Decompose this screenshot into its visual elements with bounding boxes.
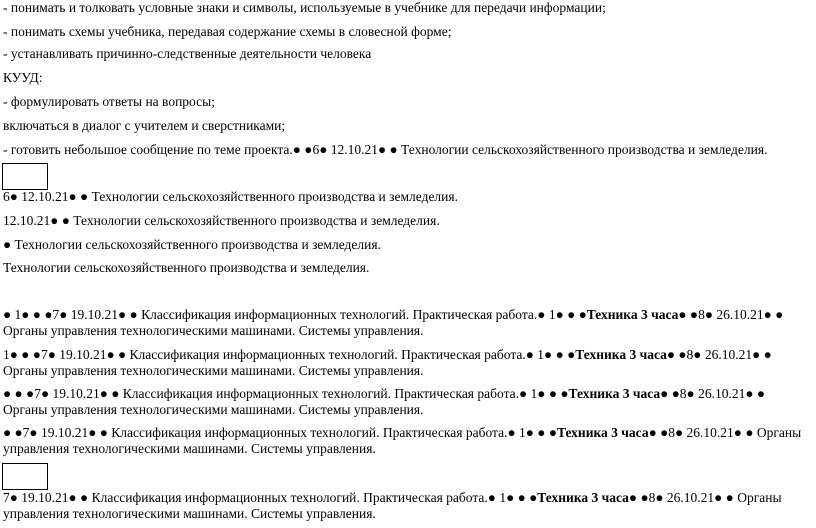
schedule-block [3,386,803,418]
block-bold-text: Техника 3 часа [537,490,629,505]
schedule-block [3,347,803,379]
empty-table-cell [2,463,48,490]
block-text: ● ●8● 26.10.21● ● Органы управления технологическими машинами. Системы управления. [3,386,766,417]
text-line: 12.10.21● ● Технологии сельскохозяйственного производства и земледелия. [3,213,440,228]
schedule-block [3,307,803,339]
text-line: включаться в диалог с учителем и сверстниками; [3,118,286,133]
block-text: ● ●8● 26.10.21● ● Органы управления технологическими машинами. Системы управления. [3,490,782,521]
text-line: - понимать схемы учебника, передавая содержание схемы в словесной форме; [3,24,452,39]
text-line: - формулировать ответы на вопросы; [3,94,215,109]
block-text: ● ● ●7● 19.10.21● ● Классификация информационных технологий. Практическая работа.● 1● ● ● [3,386,569,401]
block-text: 7● 19.10.21● ● Классификация информационных технологий. Практическая работа.● 1● ● ● [3,490,538,505]
block-bold-text: Техника 3 часа [568,386,661,401]
block-bold-text: Техника 3 часа [556,425,649,440]
block-text: ● 1● ● ●7● 19.10.21● ● Классификация информационных технологий. Практическая работа.● 1● ● ● [3,307,587,322]
block-bold-text: Техника 3 часа [575,347,667,362]
text-line: - устанавливать причинно-следственные деятельности человека [3,46,372,61]
empty-table-cell [2,163,48,190]
section-heading: КУУД: [3,70,43,85]
block-text: ● ●8● 26.10.21● ● Органы управления технологическими машинами. Системы управления. [3,347,772,378]
block-text: ● ●7● 19.10.21● ● Классификация информационных технологий. Практическая работа.● 1● ● ● [3,425,557,440]
text-line: Технологии сельскохозяйственного производства и земледелия. [3,260,370,275]
text-line: - готовить небольшое сообщение по теме проекта.● ●6● 12.10.21● ● Технологии сельскохозяйственного производства и земледелия. [3,142,768,157]
block-text: 1● ● ●7● 19.10.21● ● Классификация информационных технологий. Практическая работа.● 1● ● ● [3,347,576,362]
block-text: ● ●8● 26.10.21● ● Органы управления технологическими машинами. Системы управления. [3,307,784,338]
text-line: 6● 12.10.21● ● Технологии сельскохозяйственного производства и земледелия. [3,189,458,204]
schedule-block [3,490,803,522]
block-bold-text: Техника 3 часа [586,307,679,322]
text-line: ● Технологии сельскохозяйственного производства и земледелия. [3,237,381,252]
text-line: - понимать и толковать условные знаки и символы, используемые в учебнике для передачи информации; [3,0,606,15]
schedule-block [3,425,803,457]
block-text: ● ●8● 26.10.21● ● Органы управления технологическими машинами. Системы управления. [3,425,802,456]
